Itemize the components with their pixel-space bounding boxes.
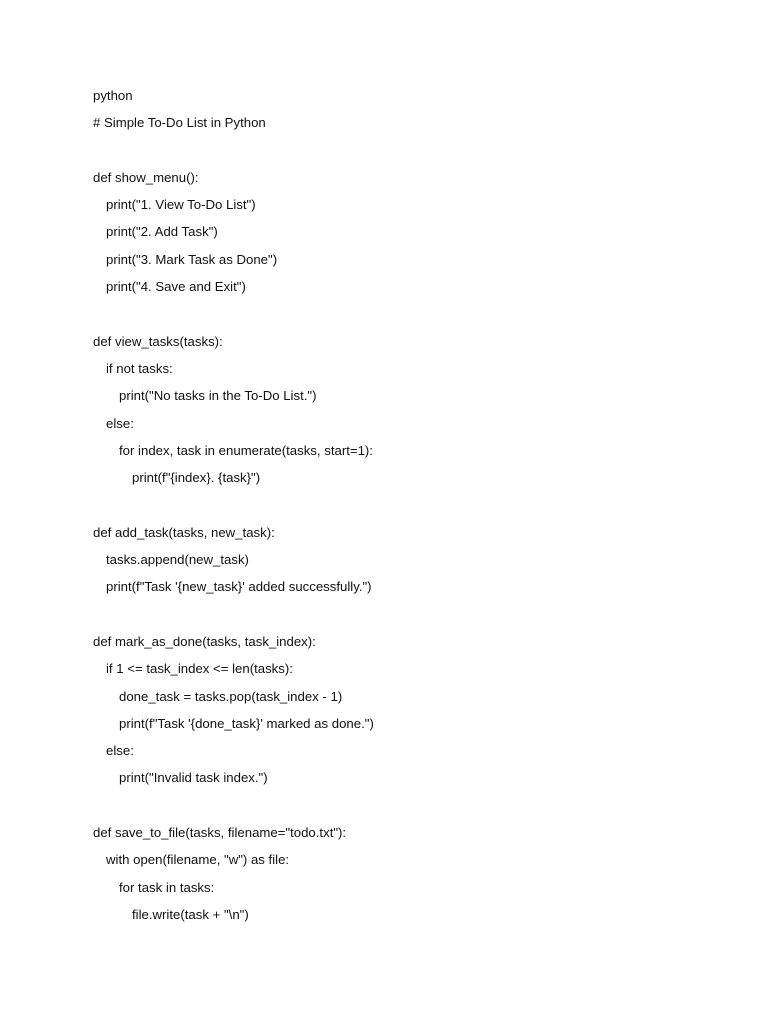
- code-line: for index, task in enumerate(tasks, start=1):: [119, 442, 373, 458]
- code-line: with open(filename, "w") as file:: [106, 852, 290, 868]
- code-line: def mark_as_done(tasks, task_index):: [93, 633, 316, 649]
- code-listing: [93, 86, 374, 932]
- blank-line: [93, 605, 374, 632]
- code-line: def save_to_file(tasks, filename="todo.txt"):: [93, 825, 347, 841]
- code-line: print("2. Add Task"): [106, 224, 218, 240]
- code-line: def show_menu():: [93, 169, 199, 185]
- code-line: if not tasks:: [106, 360, 173, 376]
- code-line: print("Invalid task index."): [119, 770, 268, 786]
- code-line: print("No tasks in the To-Do List."): [119, 388, 317, 404]
- code-line: else:: [106, 743, 134, 759]
- code-line: print("3. Mark Task as Done"): [106, 251, 278, 267]
- blank-line: [93, 141, 374, 168]
- code-line: def view_tasks(tasks):: [93, 333, 223, 349]
- code-line: done_task = tasks.pop(task_index - 1): [119, 688, 343, 704]
- code-line: python: [93, 88, 133, 103]
- code-line: print("1. View To-Do List"): [106, 197, 256, 213]
- code-line: print(f"Task '{new_task}' added successfully."): [106, 579, 372, 595]
- code-line: if 1 <= task_index <= len(tasks):: [106, 661, 293, 677]
- code-line: file.write(task + "\n"): [132, 906, 249, 922]
- blank-line: [93, 495, 374, 522]
- code-line: for task in tasks:: [119, 879, 215, 895]
- code-line: def add_task(tasks, new_task):: [93, 524, 275, 540]
- code-line: print(f"{index}. {task}"): [132, 470, 261, 486]
- code-line: # Simple To-Do List in Python: [93, 115, 266, 131]
- code-line: print(f"Task '{done_task}' marked as done."): [119, 715, 374, 731]
- code-line: else:: [106, 415, 134, 431]
- code-line: print("4. Save and Exit"): [106, 279, 246, 295]
- blank-line: [93, 304, 374, 331]
- blank-line: [93, 796, 374, 823]
- code-line: tasks.append(new_task): [106, 552, 249, 568]
